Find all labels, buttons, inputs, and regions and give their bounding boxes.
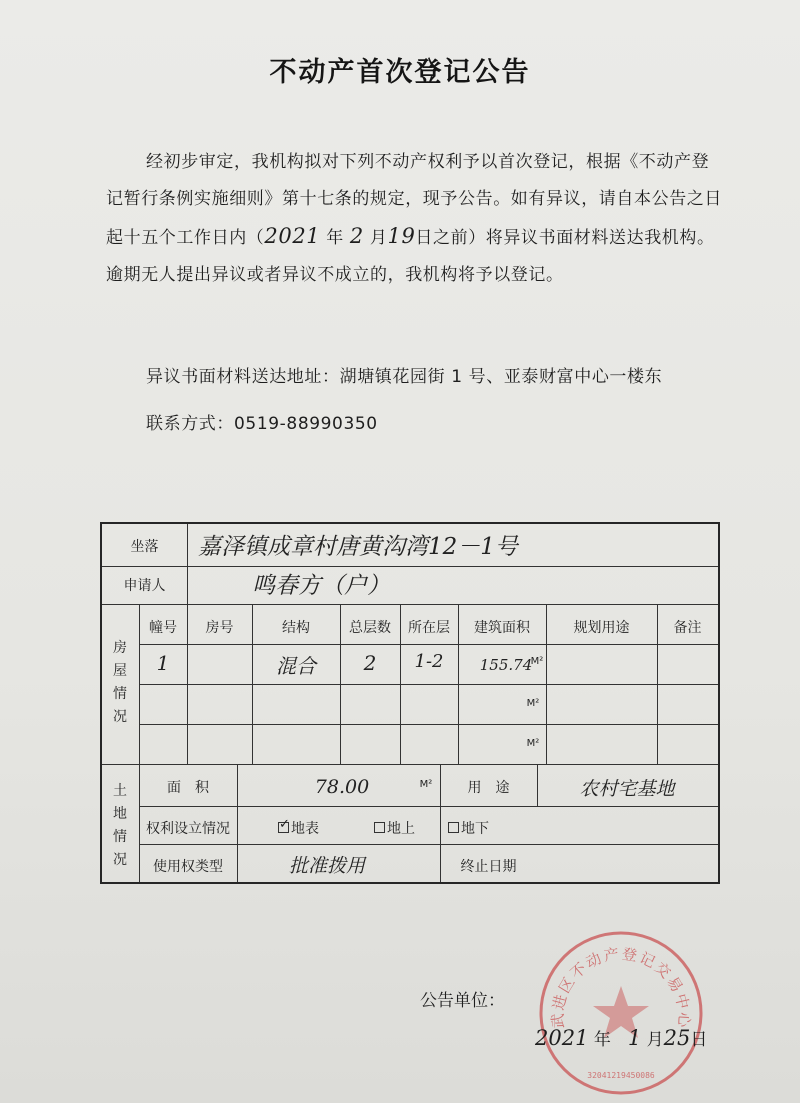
- land-use-value: 农村宅基地: [579, 778, 675, 800]
- land-area-value: 78.00: [314, 776, 370, 798]
- deadline-month-unit: 月: [369, 228, 388, 248]
- land-use-label: 用 途: [467, 780, 510, 796]
- row1-structure: 混合: [276, 654, 316, 678]
- header-room: 房号: [205, 620, 234, 636]
- rights-option-surface-label: 地表: [291, 821, 319, 837]
- checkbox-checked-icon: ✓: [279, 817, 290, 832]
- row1-area-unit: M²: [530, 656, 544, 667]
- objection-address: 异议书面材料送达地址：湖塘镇花园街 1 号、亚泰财富中心一楼东: [146, 367, 663, 387]
- row1-floor-at: 1-2: [414, 651, 444, 672]
- location-label: 坐落: [130, 539, 159, 555]
- location-value: 嘉泽镇成章村唐黄沟湾12－1号: [198, 534, 518, 560]
- rights-option-above-label: 地上: [387, 821, 415, 837]
- header-floor-at: 所在层: [408, 620, 450, 636]
- page-title: 不动产首次登记公告: [269, 57, 531, 88]
- announcement-date: [535, 1025, 707, 1050]
- rights-option-above[interactable]: [374, 818, 454, 838]
- date-year-unit: 年: [593, 1030, 611, 1050]
- header-building: 幢号: [149, 620, 177, 636]
- header-area: 建筑面积: [474, 620, 530, 636]
- deadline-day: 19: [387, 224, 416, 248]
- applicant-value: 鸣春方（户）: [252, 573, 390, 599]
- rights-label: 权利设立情况: [146, 821, 230, 837]
- date-month: 1: [627, 1026, 642, 1050]
- rights-option-surface[interactable]: [278, 818, 358, 838]
- use-type-label: 使用权类型: [153, 859, 223, 875]
- header-note: 备注: [673, 620, 702, 636]
- land-group-label: 土地情况: [113, 783, 127, 868]
- row1-building: 1: [156, 651, 170, 675]
- row1-total-floors: 2: [363, 651, 377, 675]
- stamp-code: 32041219450086: [587, 1071, 655, 1080]
- header-structure: 结构: [282, 620, 310, 636]
- intro-text-1: 经初步审定，我机构拟对下列不动产权利予以首次登记，根据《不动产登记暂行条例实施细则》第十七条的规定，现予公告。如有异议，请自本公告之日起十五个工作日内（: [106, 152, 722, 248]
- deadline-month: 2: [349, 224, 364, 248]
- rights-option-below-label: 地下: [461, 821, 489, 837]
- use-type-value: 批准拨用: [288, 855, 365, 877]
- house-group-label: 房屋情况: [113, 640, 127, 725]
- land-area-label: 面 积: [167, 780, 209, 796]
- header-planned-use: 规划用途: [573, 620, 630, 636]
- date-day: 25: [663, 1026, 691, 1050]
- date-month-unit: 月: [646, 1030, 664, 1050]
- row3-area-unit: M²: [526, 738, 540, 749]
- header-total-floors: 总层数: [349, 620, 391, 636]
- row1-area: 155.74: [479, 656, 533, 674]
- registration-table: [100, 522, 720, 884]
- announcing-unit-label: 公告单位：: [420, 991, 505, 1011]
- deadline-year-unit: 年: [326, 228, 344, 248]
- intro-paragraph: [106, 144, 726, 294]
- applicant-label: 申请人: [123, 578, 166, 594]
- intro-text-2: 日之前）将异议书面材料送达我机构。逾期无人提出异议或者异议不成立的，我机构将予以登记。: [106, 228, 715, 285]
- stamp-text: 武进区不动产登记交易中心: [548, 944, 694, 1030]
- land-area-unit: M²: [419, 779, 433, 790]
- deadline-year: 2021: [264, 224, 321, 248]
- checkbox-icon: [448, 822, 459, 833]
- checkbox-icon: [374, 822, 385, 833]
- date-day-unit: 日: [690, 1030, 708, 1050]
- rights-option-below[interactable]: [448, 818, 528, 838]
- date-year: 2021: [535, 1026, 589, 1050]
- official-stamp: [536, 928, 706, 1098]
- contact-info: 联系方式：0519-88990350: [146, 414, 378, 434]
- end-date-label: 终止日期: [460, 859, 517, 875]
- row2-area-unit: M²: [526, 698, 540, 709]
